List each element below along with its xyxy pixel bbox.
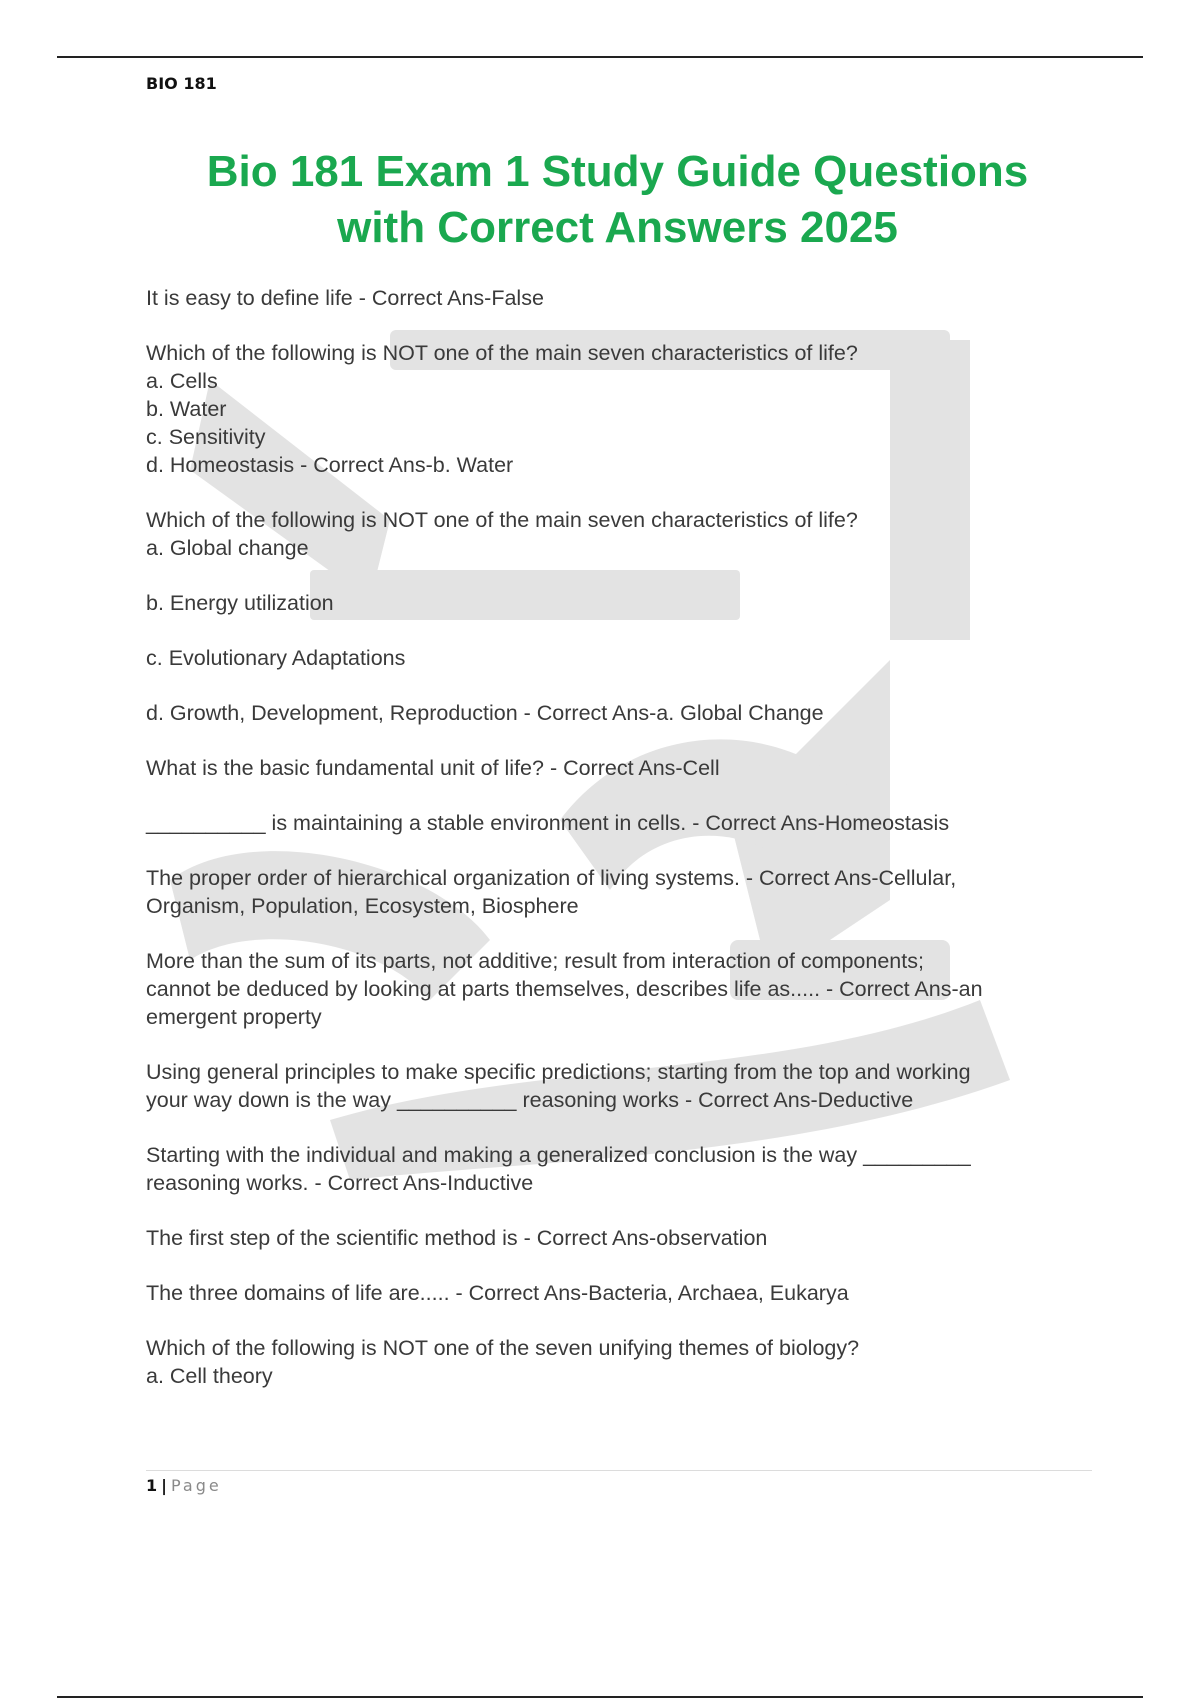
page-footer	[146, 1476, 222, 1495]
qa-item	[146, 1141, 1096, 1197]
page-word: Page	[170, 1476, 222, 1495]
qa-option: b. Energy utilization	[146, 591, 334, 615]
qa-line: The proper order of hierarchical organization of living systems. - Correct Ans-Cellular,	[146, 866, 957, 890]
qa-item	[146, 947, 1096, 1031]
qa-line: Starting with the individual and making a generalized conclusion is the way _________	[146, 1143, 971, 1167]
qa-line: emergent property	[146, 1005, 322, 1029]
qa-item	[146, 506, 1096, 562]
qa-option: c. Sensitivity	[146, 425, 266, 449]
qa-line: reasoning works. - Correct Ans-Inductive	[146, 1171, 534, 1195]
header-course-label: BIO 181	[146, 74, 217, 93]
qa-question: Which of the following is NOT one of the main seven characteristics of life?	[146, 341, 858, 365]
qa-item	[146, 1058, 1096, 1114]
qa-option: a. Cells	[146, 369, 218, 393]
footer-rule	[146, 1470, 1092, 1471]
qa-option: a. Global change	[146, 536, 309, 560]
qa-question: Which of the following is NOT one of the main seven characteristics of life?	[146, 508, 858, 532]
title-line-2: with Correct Answers 2025	[337, 203, 898, 252]
qa-line: The three domains of life are..... - Correct Ans-Bacteria, Archaea, Eukarya	[146, 1281, 849, 1305]
qa-option: c. Evolutionary Adaptations	[146, 646, 406, 670]
qa-item	[146, 589, 1096, 617]
document-title	[100, 144, 1135, 256]
qa-option: b. Water	[146, 397, 227, 421]
qa-option: a. Cell theory	[146, 1364, 273, 1388]
qa-line: It is easy to define life - Correct Ans-False	[146, 286, 544, 310]
qa-line: Using general principles to make specific predictions; starting from the top and working	[146, 1060, 971, 1084]
qa-item	[146, 809, 1096, 837]
qa-item	[146, 754, 1096, 782]
qa-item	[146, 644, 1096, 672]
qa-list	[146, 284, 1096, 1417]
qa-item	[146, 1334, 1096, 1390]
qa-item	[146, 1224, 1096, 1252]
qa-item	[146, 864, 1096, 920]
qa-line: More than the sum of its parts, not additive; result from interaction of components;	[146, 949, 924, 973]
qa-line: What is the basic fundamental unit of life? - Correct Ans-Cell	[146, 756, 720, 780]
qa-item	[146, 699, 1096, 727]
top-rule	[57, 56, 1143, 58]
qa-item	[146, 1279, 1096, 1307]
qa-line: Organism, Population, Ecosystem, Biosphere	[146, 894, 579, 918]
qa-line: __________ is maintaining a stable environment in cells. - Correct Ans-Homeostasis	[146, 811, 950, 835]
qa-item	[146, 284, 1096, 312]
qa-item	[146, 339, 1096, 479]
qa-line: your way down is the way __________ reasoning works - Correct Ans-Deductive	[146, 1088, 914, 1112]
qa-option: d. Growth, Development, Reproduction - Correct Ans-a. Global Change	[146, 701, 824, 725]
page-number: 1	[146, 1476, 158, 1495]
footer-separator: |	[161, 1476, 167, 1495]
qa-question: Which of the following is NOT one of the seven unifying themes of biology?	[146, 1336, 860, 1360]
qa-line: cannot be deduced by looking at parts themselves, describes life as..... - Correct Ans-an	[146, 977, 983, 1001]
bottom-rule	[57, 1696, 1143, 1698]
title-line-1: Bio 181 Exam 1 Study Guide Questions	[206, 147, 1029, 196]
qa-line: The first step of the scientific method is - Correct Ans-observation	[146, 1226, 768, 1250]
qa-option: d. Homeostasis - Correct Ans-b. Water	[146, 453, 514, 477]
